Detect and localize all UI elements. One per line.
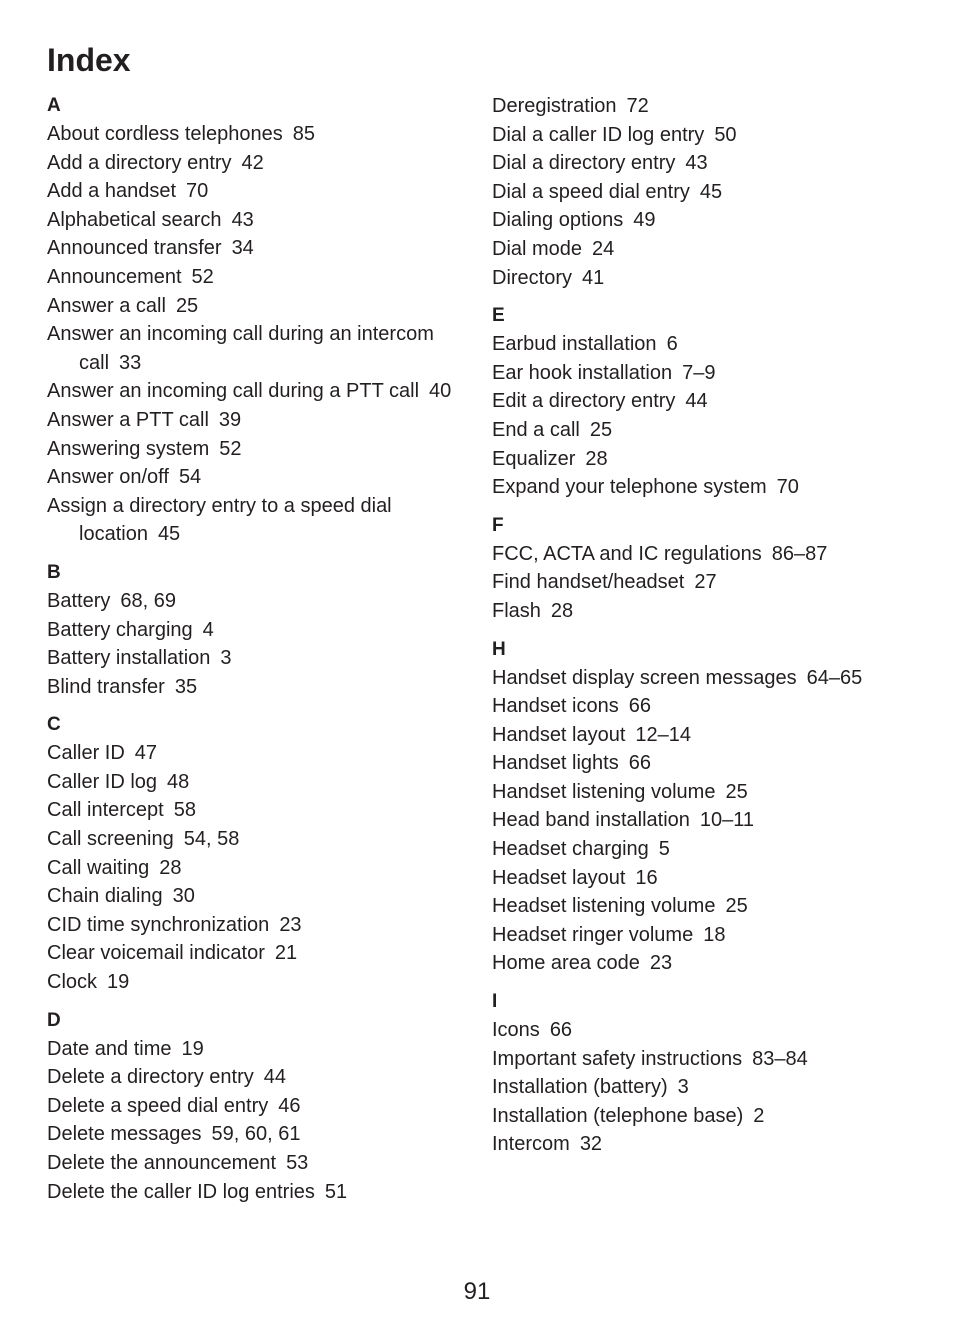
entry-term: Add a directory entry — [47, 151, 232, 174]
entry-pages: 16 — [635, 866, 658, 889]
section-letter: C — [47, 714, 61, 736]
entry-pages: 10–11 — [699, 809, 755, 832]
entry-pages: 18 — [703, 923, 726, 946]
entry-pages: 53 — [286, 1152, 309, 1174]
entry-pages: 21 — [274, 942, 298, 965]
entry-term: Call screening — [47, 828, 174, 851]
entry-term: End a call — [492, 418, 580, 441]
index-entry — [47, 177, 467, 206]
index-section — [492, 302, 932, 502]
index-section — [47, 711, 467, 996]
index-entry — [47, 1149, 467, 1178]
index-entry — [47, 882, 467, 911]
entry-term: Answer on/off — [47, 466, 169, 489]
entry-term: Home area code — [492, 952, 640, 975]
entry-term: Head band installation — [492, 809, 690, 832]
entry-pages: 23 — [649, 952, 673, 975]
index-entry — [47, 234, 467, 263]
section-letter: B — [47, 561, 61, 583]
index-section — [47, 92, 467, 549]
entry-pages: 58 — [173, 799, 196, 822]
entry-term: About cordless telephones — [47, 123, 283, 145]
entry-pages: 39 — [218, 408, 242, 431]
entry-pages: 5 — [658, 838, 670, 861]
entry-pages: 34 — [231, 237, 254, 260]
entry-pages: 19 — [107, 971, 130, 994]
page-number: 91 — [463, 1278, 491, 1305]
entry-term: Directory — [492, 266, 573, 289]
entry-pages: 25 — [589, 418, 613, 441]
entry-term: Call intercept — [47, 799, 164, 822]
index-entry — [47, 768, 467, 797]
index-entry — [47, 406, 467, 435]
index-entry — [492, 1045, 932, 1074]
entry-term: Intercom — [492, 1133, 570, 1156]
entry-pages: 19 — [181, 1037, 204, 1060]
index-entry — [47, 320, 467, 377]
index-entry — [47, 206, 467, 235]
index-entry — [492, 1130, 932, 1159]
entry-term: Answer an incoming call during an intercom call — [47, 323, 434, 374]
index-entry — [47, 644, 467, 673]
entry-pages: 72 — [626, 95, 649, 117]
entry-pages: 28 — [159, 856, 182, 879]
entry-pages: 24 — [592, 237, 615, 260]
entry-term: Blind transfer — [47, 675, 165, 698]
entry-pages: 28 — [585, 447, 608, 470]
entry-term: Handset lights — [492, 752, 619, 775]
entry-term: Clock — [47, 971, 98, 994]
index-entry — [47, 911, 467, 940]
entry-pages: 25 — [175, 294, 199, 317]
entry-pages: 7–9 — [682, 361, 716, 384]
index-entry — [47, 263, 467, 292]
section-letter: F — [492, 514, 504, 536]
entry-term: Installation (telephone base) — [492, 1104, 744, 1127]
section-letter: A — [47, 95, 61, 116]
entry-pages: 32 — [579, 1133, 603, 1156]
index-section — [492, 92, 932, 292]
entry-term: Assign a directory entry to a speed dial location — [47, 494, 392, 546]
entry-term: Delete a speed dial entry — [47, 1094, 269, 1117]
entry-term: Headset listening volume — [492, 895, 716, 918]
entry-term: Handset display screen messages — [492, 666, 797, 689]
index-entry — [492, 540, 932, 569]
entry-term: Dial mode — [492, 237, 583, 260]
index-entry — [492, 92, 932, 121]
index-entry — [47, 854, 467, 883]
index-entry — [47, 1120, 467, 1149]
entry-pages: 25 — [725, 780, 748, 803]
index-entry — [47, 796, 467, 825]
entry-pages: 27 — [694, 571, 717, 594]
index-section — [492, 512, 932, 626]
entry-pages: 59, 60, 61 — [211, 1123, 301, 1146]
entry-term: Call waiting — [47, 856, 150, 879]
entry-term: Installation (battery) — [492, 1076, 668, 1099]
entry-pages: 30 — [172, 885, 195, 908]
entry-pages: 45 — [157, 523, 181, 546]
index-entry — [492, 664, 932, 693]
entry-pages: 3 — [220, 647, 232, 670]
entry-pages: 54, 58 — [183, 828, 240, 851]
entry-term: Announcement — [47, 265, 182, 288]
entry-term: Earbud installation — [492, 333, 657, 356]
entry-pages: 25 — [725, 895, 748, 918]
section-letter: E — [492, 305, 505, 327]
index-entry — [492, 264, 932, 293]
section-letter: D — [47, 1009, 61, 1031]
section-letter: H — [492, 638, 506, 660]
entry-term: Caller ID — [47, 742, 125, 765]
entry-pages: 64–65 — [806, 666, 863, 689]
index-entry — [47, 825, 467, 854]
index-entry — [492, 178, 932, 207]
entry-pages: 47 — [134, 742, 158, 765]
index-entry — [47, 149, 467, 178]
entry-pages: 4 — [202, 618, 214, 641]
index-entry — [492, 1016, 932, 1045]
page-title: Index — [47, 42, 131, 78]
entry-term: Alphabetical search — [47, 208, 222, 231]
entry-term: Flash — [492, 599, 541, 622]
entry-term: CID time synchronization — [47, 913, 270, 936]
entry-pages: 41 — [582, 266, 605, 289]
index-entry — [47, 1178, 467, 1207]
index-entry — [492, 387, 932, 416]
index-entry — [492, 473, 932, 502]
entry-term: Battery charging — [47, 618, 193, 641]
index-entry — [492, 568, 932, 597]
entry-pages: 35 — [174, 675, 198, 698]
entry-term: Deregistration — [492, 95, 617, 117]
index-section — [47, 559, 467, 701]
index-entry — [47, 1092, 467, 1121]
entry-pages: 44 — [263, 1066, 287, 1089]
entry-term: Dial a directory entry — [492, 152, 676, 175]
index-entry — [492, 359, 932, 388]
entry-term: Delete the caller ID log entries — [47, 1180, 315, 1203]
entry-term: Chain dialing — [47, 885, 163, 908]
entry-pages: 2 — [753, 1104, 765, 1127]
index-entry — [492, 235, 932, 264]
entry-term: Edit a directory entry — [492, 390, 676, 413]
index-entry — [492, 864, 932, 893]
entry-pages: 28 — [550, 599, 574, 622]
index-column-right — [492, 92, 932, 1169]
entry-pages: 45 — [699, 180, 723, 203]
entry-term: Headset ringer volume — [492, 923, 694, 946]
index-entry — [492, 1102, 932, 1131]
index-entry — [47, 587, 467, 616]
entry-pages: 70 — [186, 180, 209, 203]
entry-term: FCC, ACTA and IC regulations — [492, 542, 762, 565]
index-entry — [492, 949, 932, 978]
index-entry — [492, 835, 932, 864]
index-entry — [47, 968, 467, 997]
index-entry — [47, 1035, 467, 1064]
entry-term: Add a handset — [47, 180, 176, 203]
entry-pages: 83–84 — [752, 1047, 808, 1070]
entry-pages: 3 — [677, 1076, 689, 1099]
index-section — [492, 636, 932, 979]
index-entry — [492, 778, 932, 807]
entry-term: Expand your telephone system — [492, 476, 767, 499]
index-entry — [492, 597, 932, 626]
index-entry — [47, 463, 467, 492]
entry-pages: 70 — [776, 476, 799, 499]
entry-term: Headset charging — [492, 838, 649, 861]
index-entry — [47, 292, 467, 321]
entry-term: Announced transfer — [47, 237, 222, 260]
index-column-left — [47, 92, 467, 1216]
index-entry — [492, 121, 932, 150]
entry-pages: 48 — [167, 770, 190, 793]
entry-term: Delete the announcement — [47, 1152, 277, 1174]
entry-pages: 66 — [628, 695, 651, 718]
entry-pages: 51 — [324, 1180, 348, 1203]
entry-term: Important safety instructions — [492, 1047, 743, 1070]
index-entry — [492, 416, 932, 445]
entry-term: Equalizer — [492, 447, 576, 470]
section-letter: I — [492, 991, 498, 1013]
entry-term: Answering system — [47, 437, 210, 460]
entry-pages: 33 — [119, 351, 142, 374]
entry-term: Answer an incoming call during a PTT call — [47, 380, 420, 403]
index-entry — [492, 921, 932, 950]
entry-term: Battery — [47, 589, 111, 612]
index-entry — [492, 721, 932, 750]
index-entry — [492, 1073, 932, 1102]
entry-term: Answer a PTT call — [47, 408, 209, 431]
entry-pages: 46 — [278, 1094, 301, 1117]
index-entry — [47, 673, 467, 702]
index-entry — [492, 330, 932, 359]
index-entry — [47, 120, 467, 149]
entry-pages: 52 — [219, 437, 242, 460]
entry-pages: 6 — [666, 333, 678, 356]
entry-term: Handset layout — [492, 723, 626, 746]
entry-term: Dial a speed dial entry — [492, 180, 690, 203]
entry-pages: 42 — [241, 151, 264, 174]
index-entry — [47, 1063, 467, 1092]
entry-term: Dialing options — [492, 209, 624, 232]
entry-pages: 85 — [292, 123, 315, 145]
index-entry — [492, 892, 932, 921]
index-entry — [47, 377, 467, 406]
entry-term: Headset layout — [492, 866, 626, 889]
index-entry — [47, 492, 467, 549]
entry-term: Clear voicemail indicator — [47, 942, 265, 965]
index-entry — [492, 206, 932, 235]
entry-pages: 54 — [178, 466, 202, 489]
index-entry — [47, 435, 467, 464]
index-entry — [47, 939, 467, 968]
entry-term: Delete messages — [47, 1123, 202, 1146]
entry-term: Find handset/headset — [492, 571, 685, 594]
entry-pages: 66 — [628, 752, 651, 775]
index-section — [47, 1007, 467, 1207]
entry-term: Date and time — [47, 1037, 172, 1060]
entry-pages: 43 — [685, 152, 708, 175]
entry-term: Handset icons — [492, 695, 619, 718]
entry-term: Battery installation — [47, 647, 211, 670]
entry-term: Icons — [492, 1019, 540, 1042]
entry-term: Ear hook installation — [492, 361, 673, 384]
entry-term: Caller ID log — [47, 770, 158, 793]
index-entry — [492, 806, 932, 835]
entry-pages: 68, 69 — [120, 589, 176, 612]
index-entry — [492, 149, 932, 178]
entry-pages: 43 — [231, 208, 254, 231]
entry-pages: 44 — [685, 390, 708, 413]
index-entry — [492, 445, 932, 474]
index-entry — [492, 749, 932, 778]
entry-pages: 66 — [549, 1019, 573, 1042]
entry-pages: 49 — [633, 209, 656, 232]
entry-pages: 12–14 — [635, 723, 692, 746]
entry-term: Dial a caller ID log entry — [492, 123, 705, 146]
index-entry — [492, 692, 932, 721]
entry-term: Delete a directory entry — [47, 1066, 254, 1089]
index-entry — [47, 616, 467, 645]
index-section — [492, 988, 932, 1159]
index-entry — [47, 739, 467, 768]
entry-pages: 40 — [429, 380, 452, 403]
entry-pages: 52 — [191, 265, 214, 288]
entry-pages: 23 — [279, 913, 302, 936]
entry-term: Handset listening volume — [492, 780, 716, 803]
entry-pages: 50 — [714, 123, 737, 146]
entry-pages: 86–87 — [771, 542, 828, 565]
entry-term: Answer a call — [47, 294, 166, 317]
